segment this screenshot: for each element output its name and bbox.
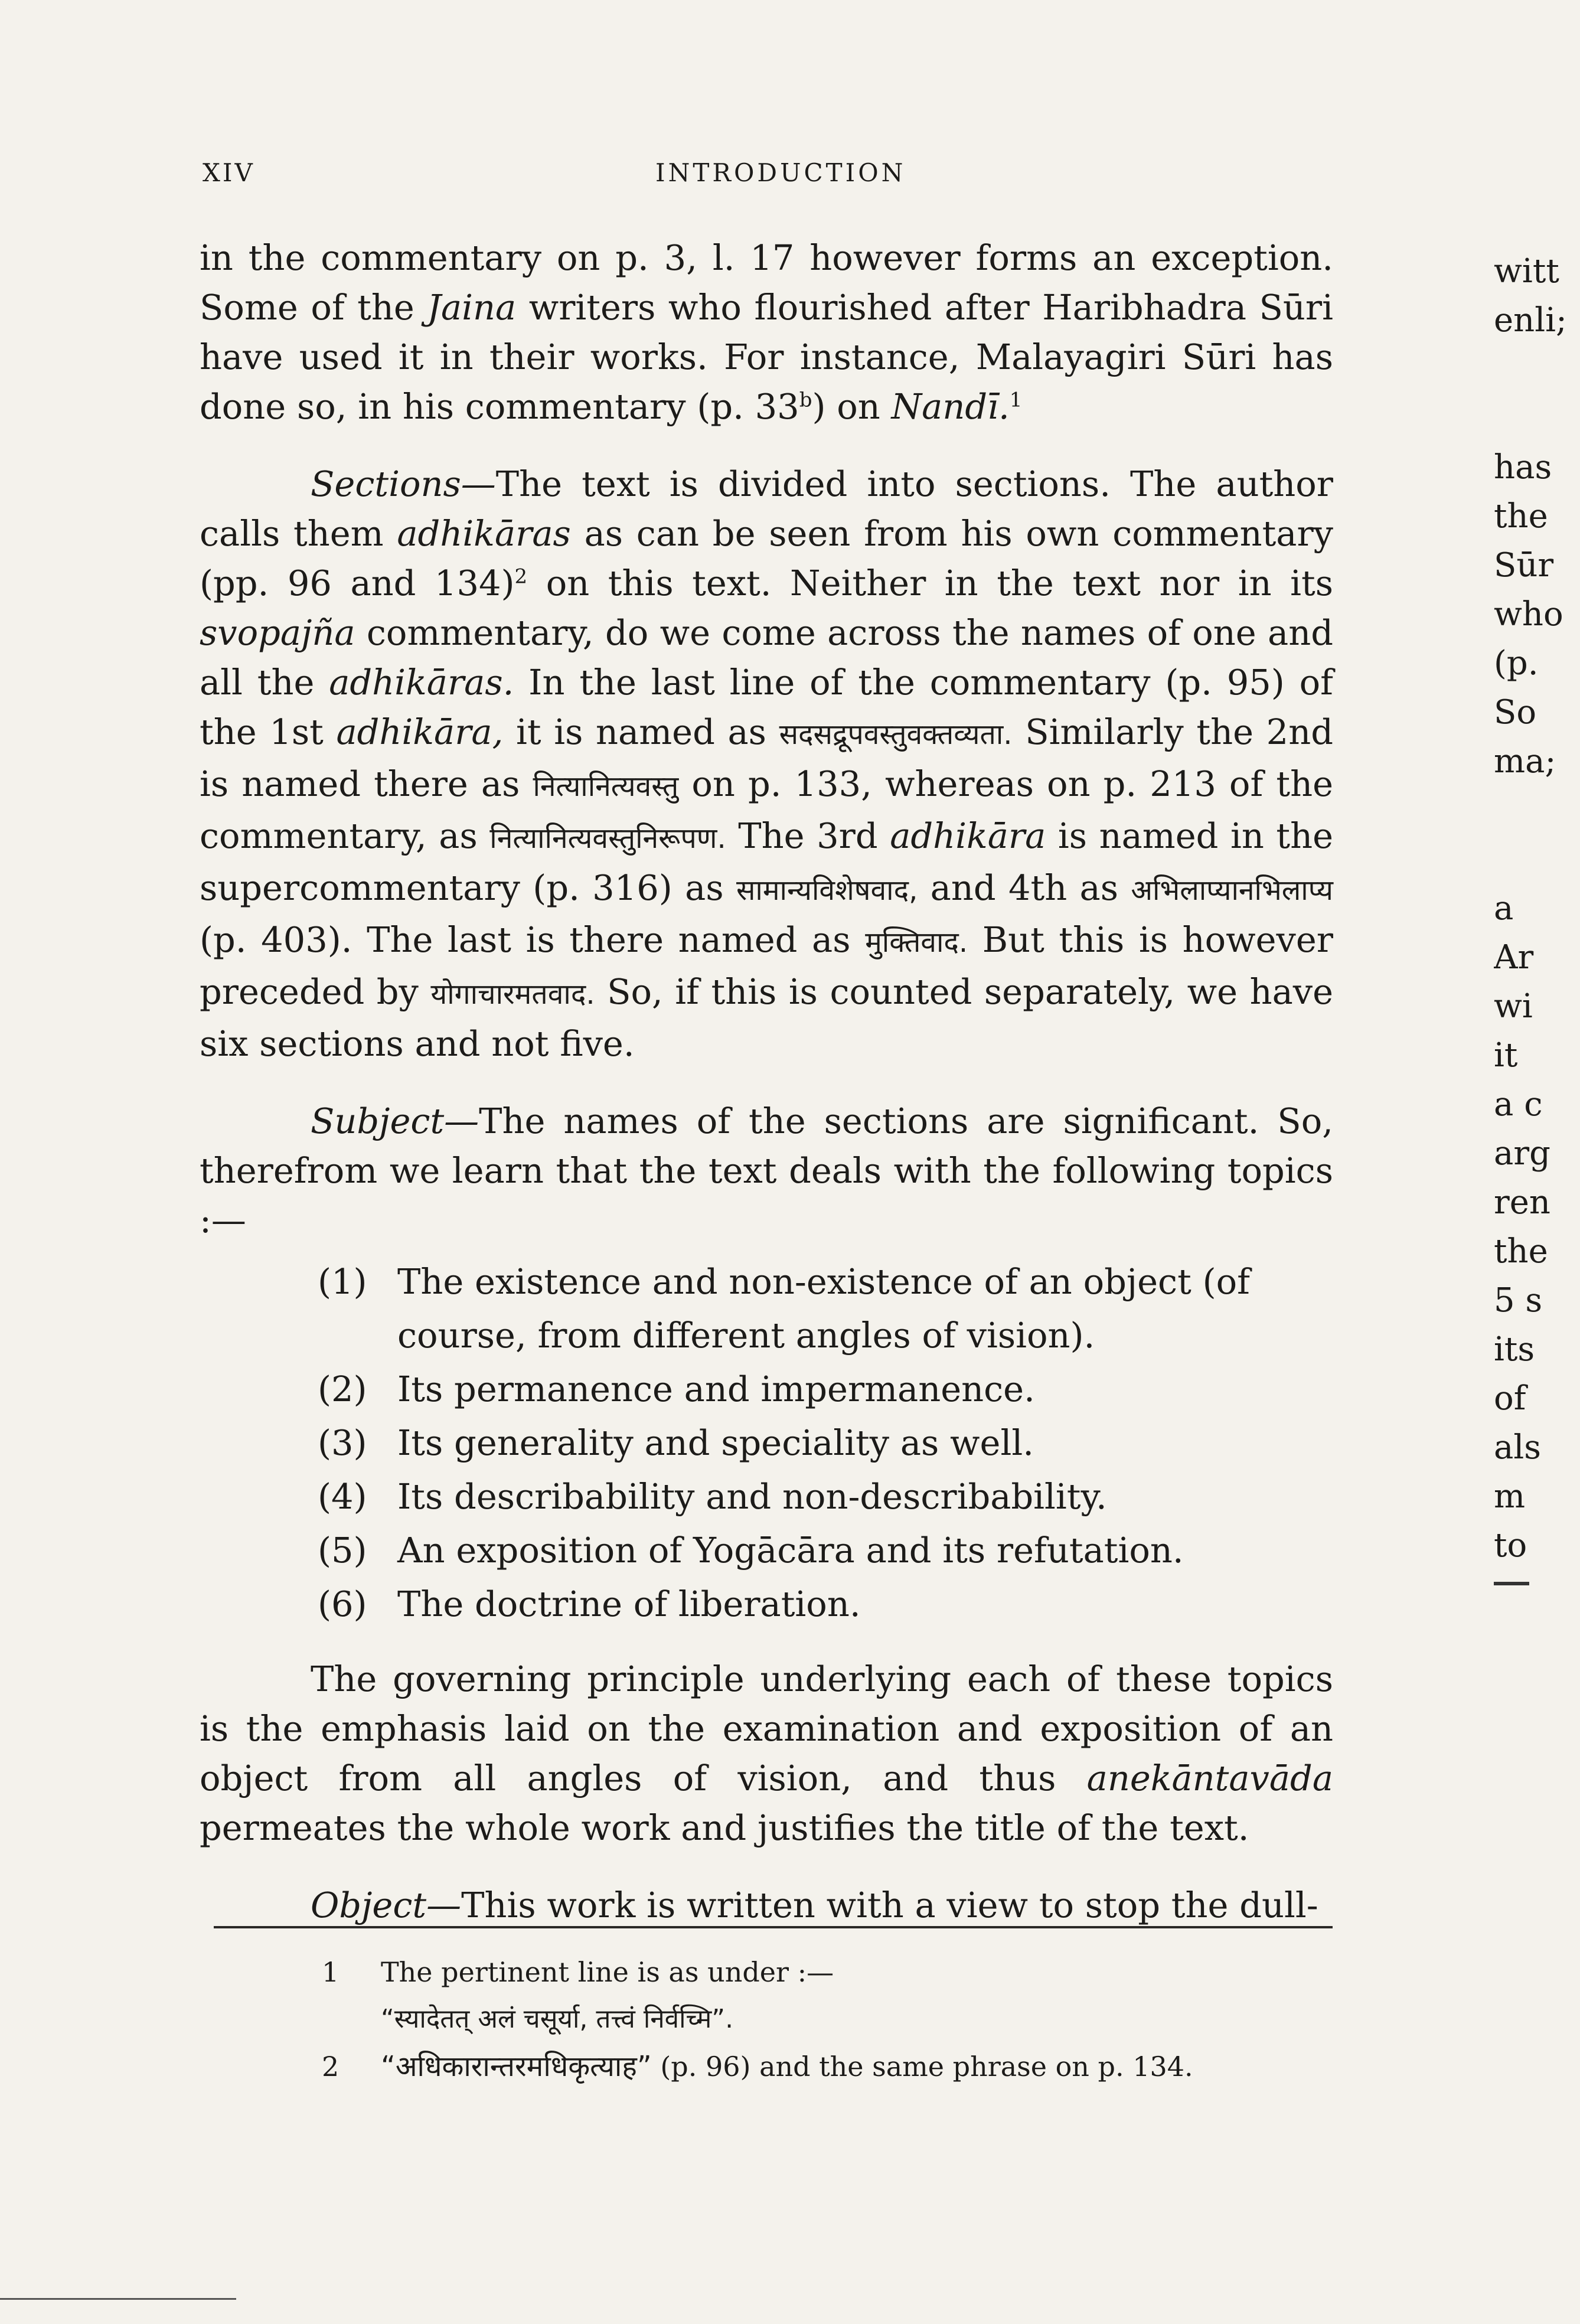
text-run: The governing principle underlying each of these topics is the emphasis laid on the examination and exposition of an object from all angles of vision, and thus [200,1659,1333,1799]
footnote-number: 1 [322,1956,339,1988]
footnote-2 [322,2043,1337,2090]
fragment-line: its [1494,1330,1535,1369]
topic-item [318,1523,1333,1577]
text-run: writers who flourished after Haribhadra Sūri have used it in their works. For instance, Malayagiri Sūri has done so, in his commentary (p. 33 [200,287,1334,427]
devanagari-term: सदसद्रूपवस्तुवक्तव्यता. [779,718,1013,751]
text-run: The names of the sections are significant. So, therefrom we learn that the text deals with the following topics :— [200,1101,1333,1241]
topic-number: (4) [318,1476,367,1517]
fragment-line: a [1494,889,1514,928]
fragment-line: wi [1494,987,1533,1026]
topic-number: (3) [318,1422,367,1463]
topic-number: (6) [318,1584,367,1624]
text-run: on p. 133, whereas on p. 213 of the commentary, as [200,763,1333,856]
running-head [0,158,1580,194]
topic-item [318,1577,1333,1631]
footnote-text: The pertinent line is as under :— [381,1956,834,1988]
text-run: (p. 403). The last is there named as [200,919,866,960]
text-run: ) on [812,386,892,427]
fragment-line: arg [1494,1134,1551,1173]
italic-term: svopajña [200,612,355,653]
fragment-line: m [1494,1477,1526,1516]
topic-number: (2) [318,1369,367,1409]
topic-text: The existence and non-existence of an object (of course, from different angles of vision). [397,1261,1250,1356]
paragraph-object [200,1881,1333,1930]
text-run: This work is written with a view to stop the dull- [461,1885,1318,1925]
footnote-quote: “अधिकारान्तरमधिकृत्याह” [381,2050,652,2083]
devanagari-term: मुक्तिवाद. [865,926,968,959]
footnote-1 [322,1948,1337,2043]
fragment-line: the [1494,497,1548,536]
fragment-line: a c [1494,1085,1543,1124]
running-title: INTRODUCTION [655,158,906,187]
fragment-line: enli; [1494,301,1567,340]
devanagari-term: नित्यानित्यवस्तु [533,770,679,803]
fragment-line: 5 s [1494,1281,1543,1320]
devanagari-term: योगाचारमतवाद. [430,978,595,1011]
page-number: XIV [203,158,255,187]
fragment-line: witt [1494,252,1559,290]
text-run: in the commentary on p. 3, l. 17 however forms an exception. Some of the [200,237,1333,328]
fragment-line: has [1494,448,1552,487]
italic-term: adhikāras [397,513,571,554]
text-run: Similarly the 2nd is named there as [200,711,1333,804]
italic-term: Subject— [311,1101,479,1141]
italic-term: Jaina [427,287,517,328]
footnote-ref: 2 [514,564,528,589]
text-run: permeates the whole work and justifies the title of the text. [200,1807,1249,1848]
footnote-ref: b [799,388,812,412]
footnote-ref: 1 [1009,388,1023,412]
devanagari-term: सामान्यविशेषवाद, [736,874,918,907]
italic-term: adhikāra, [336,711,504,752]
fragment-line: to [1494,1526,1527,1565]
fragment-line: (p. [1494,644,1539,683]
fragment-line: the [1494,1232,1548,1271]
topic-text: An exposition of Yogācāra and its refutation. [397,1530,1184,1571]
italic-term: adhikāras. [329,662,514,703]
paragraph-subject [200,1096,1333,1245]
text-run: as can be seen from his own commentary (pp. 96 and 134) [200,513,1333,603]
topic-item [318,1416,1333,1470]
scan-edge-line [0,2298,236,2300]
footnote-number: 2 [322,2051,339,2083]
italic-term: adhikāra [890,815,1046,856]
topic-text: The doctrine of liberation. [397,1584,861,1624]
text-run: on this text. Neither in the text nor in its [527,563,1333,603]
fragment-line: Ar [1494,938,1534,977]
fragment-line: als [1494,1428,1542,1467]
footnote-text: (p. 96) and the same phrase on p. 134. [651,2051,1193,2083]
footnote-divider [214,1926,1333,1928]
text-run: commentary, do we come across the names of one and all the [200,612,1333,703]
fragment-line: it [1494,1036,1518,1075]
italic-term: Object— [311,1885,462,1925]
text-run: it is named as [503,711,779,752]
devanagari-term: अभिलाप्यानभिलाप्य [1131,874,1333,907]
text-run: So, if this is counted separately, we have six sections and not five. [200,971,1333,1064]
topic-text: Its generality and speciality as well. [397,1422,1034,1463]
paragraph-sections [200,459,1333,1069]
paragraph-continuation [200,233,1333,432]
fragment-rule [1494,1582,1529,1585]
footnote-quote: “स्यादेतत् अलं चसूर्या, तत्त्वं निर्वच्मि”. [381,2004,734,2034]
topics-list [200,1255,1333,1631]
fragment-line: So [1494,693,1537,732]
paragraph-governing-principle [200,1654,1333,1853]
italic-term: anekāntavāda [1086,1758,1333,1799]
text-run: and 4th as [918,867,1131,908]
topic-item [318,1255,1333,1362]
text-run: But this is however preceded by [200,919,1333,1012]
body-text [200,233,1333,1958]
fragment-line: who [1494,595,1563,634]
italic-term: Nandī. [891,386,1010,427]
topic-number: (5) [318,1530,367,1571]
devanagari-term: नित्यानित्यवस्तुनिरूपण. [489,822,726,855]
text-run: The 3rd [726,815,890,856]
footnotes [322,1948,1337,2090]
topic-item [318,1362,1333,1416]
topic-text: Its permanence and impermanence. [397,1369,1035,1409]
fragment-line: ren [1494,1183,1550,1222]
adjacent-page-fragment [1494,247,1580,1585]
topic-text: Its describability and non-describability. [397,1476,1107,1517]
italic-term: Sections— [311,464,496,504]
text-run: is named in the supercommentary (p. 316) as [200,815,1334,908]
fragment-line: of [1494,1379,1526,1418]
topic-number: (1) [318,1261,367,1302]
text-run: In the last line of the commentary (p. 95) of the 1st [200,662,1333,752]
topic-item [318,1470,1333,1523]
fragment-line: ma; [1494,742,1556,781]
text-run: The text is divided into sections. The author calls them [200,464,1333,554]
fragment-line: Sūr [1494,546,1554,585]
